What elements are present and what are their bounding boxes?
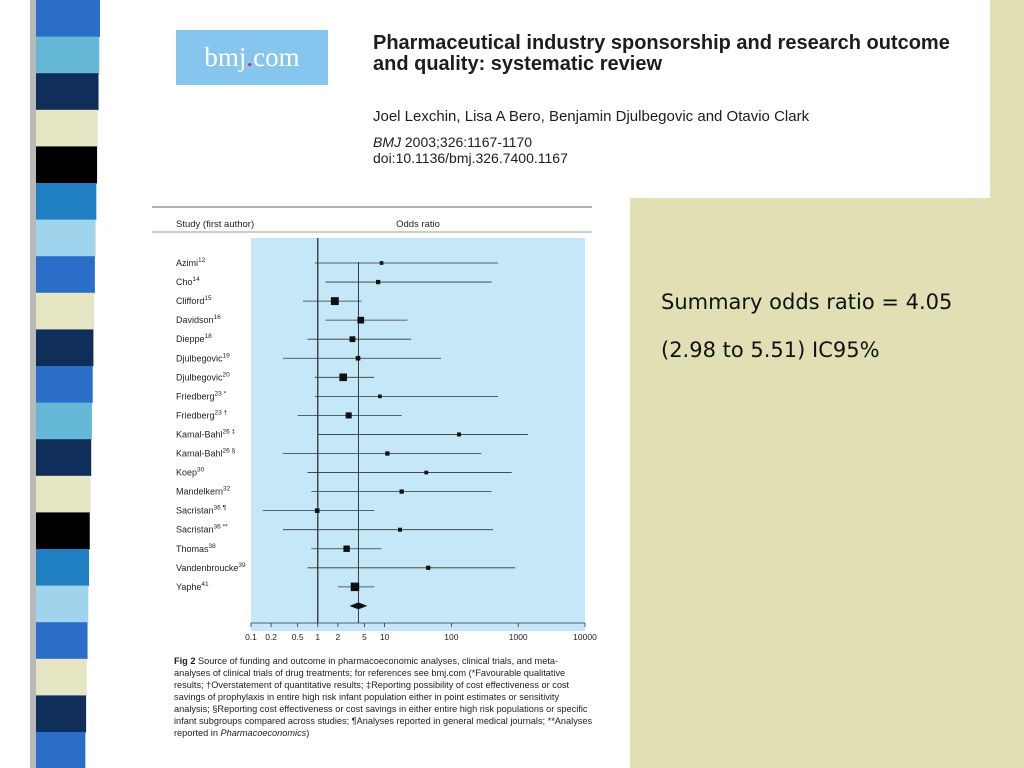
stripe-band bbox=[36, 695, 86, 732]
x-tick-label: 0.1 bbox=[245, 632, 257, 642]
paper-title: Pharmaceutical industry sponsorship and research outcome and quality: systematic review bbox=[373, 32, 950, 75]
decorative-stripe-bar bbox=[0, 0, 120, 768]
stripe-band bbox=[36, 73, 99, 110]
study-label: Thomas$^{38}$ bbox=[176, 542, 216, 554]
point-estimate bbox=[385, 451, 389, 455]
paper-authors: Joel Lexchin, Lisa A Bero, Benjamin Djulbegovic and Otavio Clark bbox=[373, 108, 810, 125]
stripe-band bbox=[36, 732, 85, 768]
forest-plot-figure bbox=[118, 198, 630, 768]
x-tick-label: 1 bbox=[315, 632, 321, 642]
stripe-band bbox=[36, 0, 100, 37]
stripe-band bbox=[36, 256, 95, 293]
study-label: Djulbegovic$^{19}$ bbox=[176, 352, 230, 364]
study-label: Clifford$^{15}$ bbox=[176, 295, 212, 307]
study-label: Sacristan$^{36 \P}$ bbox=[176, 504, 227, 516]
caption-end: ) bbox=[306, 728, 310, 738]
citation-journal: BMJ bbox=[373, 134, 401, 150]
x-tick-label: 1000 bbox=[508, 632, 528, 642]
x-tick-label: 5 bbox=[362, 632, 367, 642]
point-estimate bbox=[350, 336, 356, 342]
point-estimate bbox=[351, 583, 360, 592]
caption-text: Source of funding and outcome in pharmacoeconomic analyses, clinical trials, and meta-analyses of clinical trials of drug treatments; for references see bmj.com (*Favourable qualitative results; †Overstatement of quantitative results; ‡Reporting possibility of cost effectiveness or cost savings of prophylaxis in entire high risk infant population either in point estimates or sensitivity analysis; §Reporting cost effectiveness or cost savings in either entire high risk populations or specific infant subgroups compared across studies; ¶Analyses reported in general medical journals; **Analyses reported in bbox=[174, 656, 593, 738]
study-label: Djulbegovic$^{20}$ bbox=[176, 371, 230, 383]
study-reference: 36 ** bbox=[213, 523, 228, 531]
study-reference: 14 bbox=[192, 276, 200, 284]
stripe-band bbox=[36, 293, 94, 330]
header-study: Study (first author) bbox=[176, 219, 255, 230]
stripe-band bbox=[36, 659, 87, 696]
stripe-band bbox=[36, 512, 90, 549]
study-reference: 26 ‡ bbox=[222, 428, 236, 436]
stripe-band bbox=[36, 366, 93, 403]
point-estimate bbox=[424, 471, 428, 475]
point-estimate bbox=[426, 566, 430, 570]
stripe-band bbox=[36, 37, 99, 74]
study-reference: 30 bbox=[197, 466, 205, 474]
stripe-band bbox=[36, 110, 98, 147]
study-label: Cho$^{14}$ bbox=[176, 276, 200, 288]
figure-caption bbox=[174, 655, 594, 739]
point-estimate bbox=[315, 508, 320, 513]
study-reference: 18 bbox=[204, 333, 212, 341]
point-estimate bbox=[398, 528, 402, 532]
summary-confidence-interval: (2.98 to 5.51) IC95% bbox=[661, 338, 880, 362]
x-tick-label: 0.5 bbox=[291, 632, 304, 642]
study-reference: 39 bbox=[238, 561, 246, 569]
point-estimate bbox=[380, 261, 384, 265]
summary-odds-ratio: Summary odds ratio = 4.05 bbox=[661, 290, 953, 314]
study-label: Kamal-Bahl$^{26 \S}$ bbox=[176, 447, 236, 459]
study-label: Friedberg$^{23 \dagger}$ bbox=[176, 409, 228, 421]
paper-citation bbox=[373, 134, 568, 166]
stripe-band bbox=[36, 329, 93, 366]
study-reference: 12 bbox=[198, 257, 206, 264]
study-label: Koep$^{30}$ bbox=[176, 466, 205, 478]
x-tick-label: 0.2 bbox=[265, 632, 278, 642]
study-label: Azimi$^{12}$ bbox=[176, 257, 206, 268]
stripe-band bbox=[36, 146, 97, 183]
stripe-band bbox=[36, 476, 90, 513]
stripe-shadow bbox=[30, 0, 36, 768]
logo-dot: . bbox=[246, 42, 254, 72]
point-estimate bbox=[376, 280, 380, 284]
study-label: Davidson$^{16}$ bbox=[176, 314, 221, 326]
study-reference: 23 * bbox=[214, 390, 227, 398]
stripe-band bbox=[36, 549, 89, 586]
x-tick-label: 100 bbox=[444, 632, 459, 642]
point-estimate bbox=[457, 432, 461, 436]
study-reference: 15 bbox=[204, 295, 212, 303]
caption-journal: Pharmacoeconomics bbox=[220, 728, 307, 738]
citation-doi: doi:10.1136/bmj.326.7400.1167 bbox=[373, 150, 568, 166]
point-estimate bbox=[400, 489, 404, 493]
study-label: Dieppe$^{18}$ bbox=[176, 333, 212, 345]
study-label: Mandelkern$^{32}$ bbox=[176, 485, 231, 497]
study-label: Yaphe$^{41}$ bbox=[176, 580, 209, 592]
study-label: Sacristan$^{36 **}$ bbox=[176, 523, 228, 535]
study-label: Kamal-Bahl$^{26 \ddagger}$ bbox=[176, 428, 236, 440]
study-label: Vandenbroucke$^{39}$ bbox=[176, 561, 246, 573]
study-reference: 38 bbox=[208, 542, 216, 550]
bmj-logo bbox=[176, 30, 328, 85]
study-reference: 32 bbox=[223, 485, 231, 493]
citation-volume: 2003;326:1167-1170 bbox=[401, 134, 533, 150]
study-reference: 26 § bbox=[222, 447, 236, 455]
point-estimate bbox=[343, 546, 349, 552]
header-odds-ratio: Odds ratio bbox=[396, 219, 440, 230]
study-reference: 20 bbox=[222, 371, 230, 379]
caption-label: Fig 2 bbox=[174, 656, 196, 666]
point-estimate bbox=[346, 412, 352, 418]
study-reference: 16 bbox=[213, 314, 221, 322]
point-estimate bbox=[357, 317, 364, 324]
paper-header bbox=[118, 0, 990, 198]
stripe-band bbox=[36, 586, 88, 623]
study-reference: 19 bbox=[222, 352, 230, 360]
study-reference: 41 bbox=[201, 580, 209, 588]
logo-text-com: com bbox=[253, 42, 300, 72]
logo-text-bmj: bmj bbox=[204, 42, 247, 72]
point-estimate bbox=[331, 297, 339, 305]
x-tick-label: 2 bbox=[335, 632, 341, 642]
stripe-band bbox=[36, 183, 96, 220]
point-estimate bbox=[356, 356, 361, 361]
study-label: Friedberg$^{23 *}$ bbox=[176, 390, 227, 402]
stripe-band bbox=[36, 439, 91, 476]
point-estimate bbox=[339, 374, 347, 382]
stripe-band bbox=[36, 622, 88, 659]
stripe-band bbox=[36, 220, 96, 257]
stripe-band bbox=[36, 403, 92, 440]
study-reference: 23 † bbox=[214, 409, 228, 417]
x-tick-label: 10 bbox=[379, 632, 390, 642]
study-reference: 36 ¶ bbox=[213, 504, 227, 512]
point-estimate bbox=[378, 395, 382, 399]
x-tick-label: 10000 bbox=[573, 632, 597, 642]
